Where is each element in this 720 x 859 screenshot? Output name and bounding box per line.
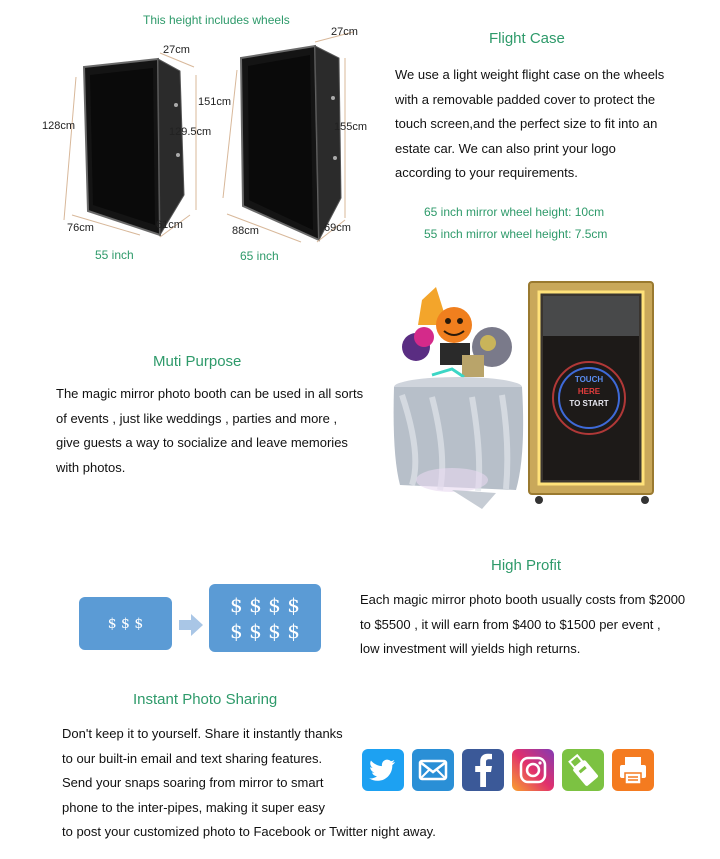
case65-depth-top: 27cm: [331, 26, 358, 38]
wheel-height-65: 65 inch mirror wheel height: 10cm: [424, 205, 605, 219]
small-money-box: [79, 597, 172, 650]
text-line: low investment will yields high returns.: [360, 641, 581, 656]
big-money-row-1: $ $ $ $: [230, 593, 300, 617]
twitter-icon: [362, 749, 404, 791]
photo-sharing-title: Instant Photo Sharing: [133, 691, 278, 708]
party-table-image: [392, 285, 527, 513]
arrow-right-icon: [179, 614, 203, 641]
mirror-line-3: TO START: [569, 399, 609, 408]
email-icon: [412, 749, 454, 791]
case55-depth-top: 27cm: [163, 44, 190, 56]
text-line: estate car. We can also print your logo: [395, 140, 616, 156]
case55-height-front: 128cm: [42, 120, 76, 132]
flight-case-65-image: [205, 28, 355, 253]
flight-case-55-image: [60, 45, 200, 245]
usb-drive-icon: [562, 749, 604, 791]
case55-size-label: 55 inch: [95, 248, 134, 262]
text-line: to $5500 , it will earn from $400 to $1500 per event ,: [360, 616, 661, 632]
text-line: Each magic mirror photo booth usually costs from $2000: [360, 592, 686, 607]
multi-purpose-description: [56, 382, 386, 480]
text-line: Send your snaps soaring from mirror to smart: [62, 775, 324, 790]
case55-depth-bottom: 61cm: [156, 219, 183, 231]
flight-case-description: [395, 63, 715, 186]
mirror-line-2: HERE: [577, 387, 601, 396]
text-line: phone to the inter-pipes, making it super easy: [62, 799, 326, 815]
high-profit-title: High Profit: [491, 557, 562, 574]
text-line: to post your customized photo to Facebook or Twitter night away.: [62, 824, 436, 839]
big-money-row-2: $ $ $ $: [230, 619, 300, 643]
case65-height-front: 151cm: [198, 96, 232, 108]
case55-height-back: 129.5cm: [169, 126, 212, 138]
instagram-icon: [512, 749, 554, 791]
text-line: give guests a way to socialize and leave memories: [56, 435, 348, 450]
text-line: The magic mirror photo booth can be used in all sorts: [56, 386, 364, 401]
text-line: with a removable padded cover to protect the: [395, 91, 656, 107]
case65-size-label: 65 inch: [240, 249, 279, 263]
text-line: to our built-in email and text sharing features.: [62, 750, 323, 766]
text-line: Don't keep it to yourself. Share it instantly thanks: [62, 726, 343, 741]
case65-depth-bottom: 69cm: [324, 222, 351, 234]
big-money-box: [209, 584, 321, 652]
case65-width: 88cm: [232, 225, 259, 237]
printer-icon: [612, 749, 654, 791]
text-line: of events , just like weddings , parties and more ,: [56, 410, 338, 426]
multi-purpose-title: Muti Purpose: [153, 353, 242, 370]
small-money-text: $ $ $: [107, 615, 144, 632]
text-line: with photos.: [56, 459, 126, 475]
wheels-note: This height includes wheels: [143, 13, 290, 27]
flight-case-title: Flight Case: [489, 30, 565, 47]
text-line: according to your requirements.: [395, 165, 578, 180]
facebook-icon: [462, 749, 504, 791]
mirror-line-1: TOUCH: [574, 375, 604, 384]
text-line: We use a light weight flight case on the wheels: [395, 67, 665, 82]
mirror-touch-text: [527, 374, 651, 410]
text-line: touch screen,and the perfect size to fit into an: [395, 116, 658, 131]
case65-height-back: 155cm: [334, 121, 368, 133]
wheel-height-55: 55 inch mirror wheel height: 7.5cm: [424, 227, 608, 241]
magic-mirror-image: [527, 280, 657, 506]
high-profit-description: [360, 588, 718, 662]
case55-width: 76cm: [67, 222, 94, 234]
